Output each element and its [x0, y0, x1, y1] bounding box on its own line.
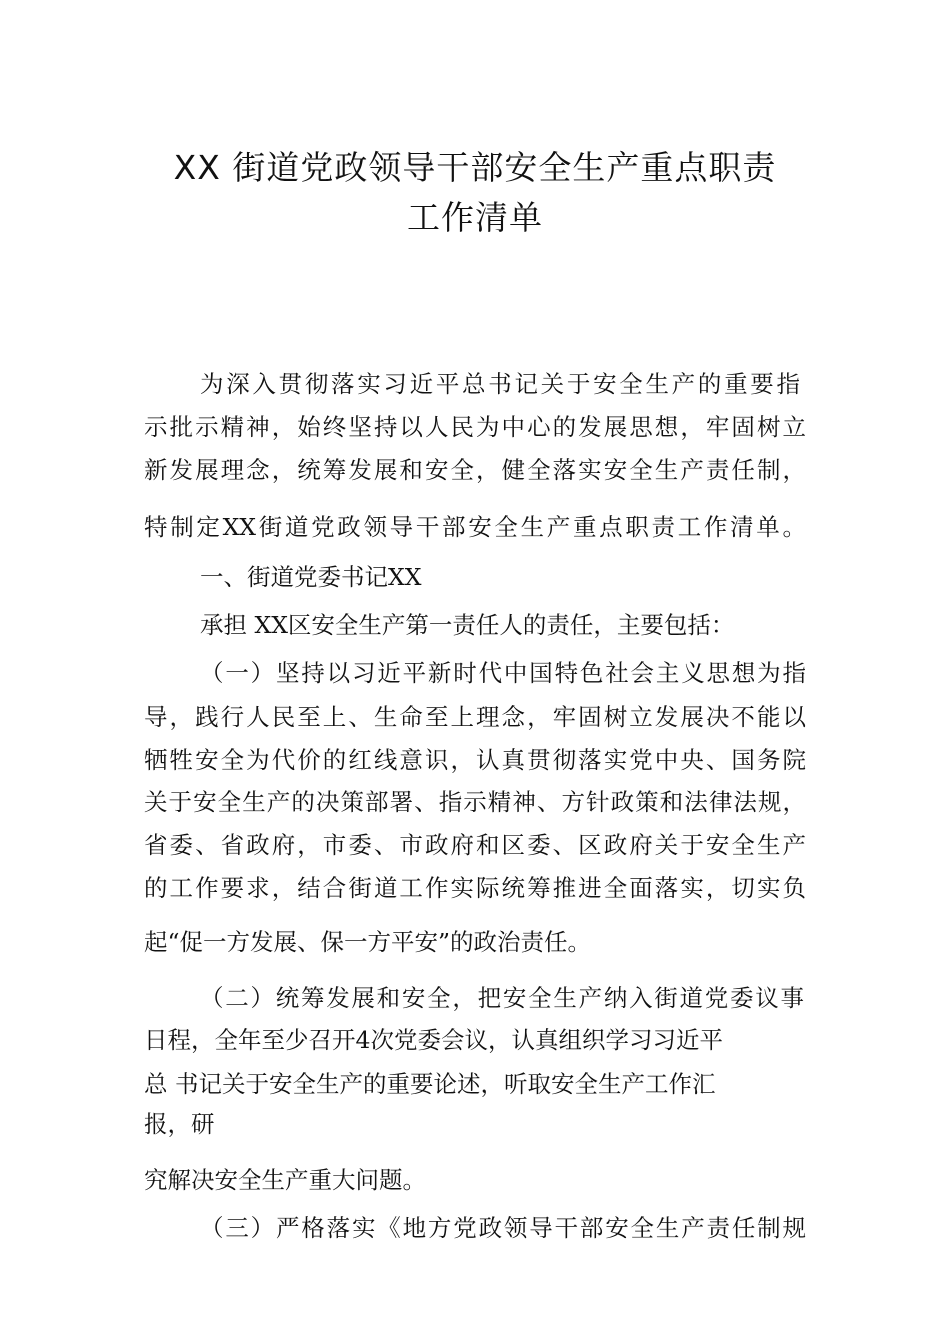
paragraph-line: 究解决安全生产重大问题。 [144, 1166, 426, 1194]
paragraph-line: 示批示精神，始终坚持以人民为中心的发展思想，牢固树立 [144, 413, 806, 441]
section-heading: 一、街道党委书记XX [200, 563, 422, 591]
paragraph-line: 新发展理念，统筹发展和安全，健全落实安全生产责任制， [144, 456, 806, 484]
paragraph-line: 关于安全生产的决策部署、指示精神、方针政策和法律法规， [144, 788, 806, 816]
paragraph-line: （一）坚持以习近平新时代中国特色社会主义思想为指 [200, 659, 806, 687]
paragraph-line: 为深入贯彻落实习近平总书记关于安全生产的重要指 [200, 370, 800, 398]
paragraph-line: 起“促一方发展、保一方平安”的政治责任。 [144, 928, 592, 956]
paragraph-line: 导，践行人民至上、生命至上理念，牢固树立发展决不能以 [144, 703, 806, 731]
document-title-line-1: XX 街道党政领导干部安全生产重点职责 [173, 148, 777, 187]
paragraph-line: 报，研 [144, 1110, 215, 1138]
paragraph-line: 牺牲安全为代价的红线意识，认真贯彻落实党中央、国务院 [144, 746, 806, 774]
paragraph-line: 特制定XX街道党政领导干部安全生产重点职责工作清单。 [144, 513, 806, 541]
paragraph-line: 的工作要求，结合街道工作实际统筹推进全面落实，切实负 [144, 874, 806, 902]
paragraph-line: 日程，全年至少召开4次党委会议，认真组织学习习近平 [144, 1026, 723, 1054]
document-title-line-2: 工作清单 [407, 198, 543, 237]
paragraph-line: （二）统筹发展和安全，把安全生产纳入街道党委议事 [200, 984, 804, 1012]
paragraph-line: 承担 XX区安全生产第一责任人的责任，主要包括： [200, 611, 735, 639]
paragraph-line: 总 书记关于安全生产的重要论述，听取安全生产工作汇 [144, 1070, 716, 1098]
paragraph-line: 省委、省政府，市委、市政府和区委、区政府关于安全生产 [144, 831, 806, 859]
paragraph-line: （三）严格落实《地方党政领导干部安全生产责任制规 [200, 1214, 806, 1242]
